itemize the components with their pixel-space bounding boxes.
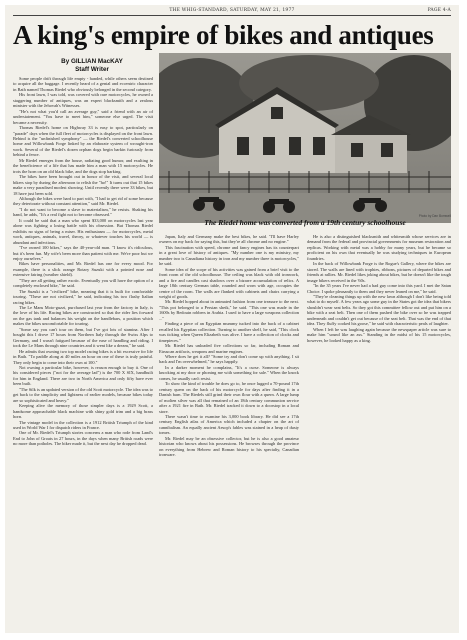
- article-paragraph: In a darker moment he complains, "It's a curse. Someone is always knocking at my door or phoning me with something for sale." When the knock comes, he usually can't resist.: [159, 364, 299, 381]
- article-paragraph: The Suzuki is a "civilized" bike, meaning that it is built for comfortable touring. "These are not civilized," he said, indicating his two flashy Italian racing bikes.: [13, 288, 153, 305]
- byline-role: Staff Writer: [75, 65, 109, 73]
- schoolhouse-photo: [159, 53, 451, 223]
- article-paragraph: "The Silk is an updated version of the old Scott motorcycle. The idea was to get back to the simplicity and lightness of earlier models, because bikes today are so sophisticated and heavy.": [13, 386, 153, 403]
- article-paragraph: "In the 35 years I've never had a bad guy come into this yard. I met the Satan Choice. I spoke pleasantly to them and they never leaned on me," he said.: [307, 283, 451, 294]
- article-paragraph: Bikes have personalities, and Mr. Riedel has one for every mood. For example, there is a slick orange Rotary Suzuki with a pointed nose and extensive fairing (weather shield).: [13, 261, 153, 278]
- article-paragraph: Mr Riedel emerges from the house, radiating good humor, and exulting in the beneficience of a life that has made him a man with 15 motorcycles. He trots the horn on an old black bike, and the dogs stop barking.: [13, 157, 153, 174]
- article-paragraph: "Some say you can't tour on them, but I've got lots of stamina. After I bought this I drove 17 hours from Northern Italy through the Swiss Alps to Germany, and I wasn't fatigued because of the ease of handling and riding. I took the Le Mans through nine countries and it went like a dream," he said.: [13, 326, 153, 349]
- article-paragraph: Japan, Italy and Germany make the best bikes, he said. "I'll have Harley owners on my back for saying this, but they're all chrome and no engine.": [159, 234, 299, 245]
- article-column-1: [13, 76, 153, 626]
- article-paragraph: Some idea of the scope of his activities was gained from a brief visit to the front room of the old schoolhouse. The ceiling was black with old ironwork, and a fire and candles cast shadows over a bizarre accumulation of relics. A large 18th century German table, rounded and worn with age, occupies the centre of the room. The walls are flanked with cabinets and chairs carrying a weight of goods.: [159, 266, 299, 299]
- article-paragraph: This fascination with speed, chrome and fancy engines has its counterpart in a great love of history of antiques. "My number one is my ministry, my number two is Canadiana history in iron and my number three is motorcycles," he said.: [159, 244, 299, 267]
- article-column-3: [307, 234, 451, 626]
- page-number: PAGE 4-A: [427, 8, 451, 13]
- photo-caption: The Riedel home was converted from a 19th century schoolhouse: [204, 218, 406, 227]
- article-paragraph: Mr. Riedel may be an obsessive collector, but he is also a good amateur historian who knows about his possessions. He browses through the province on everything from Hebrew and Roman history to his specialty, Canadian ironware.: [159, 435, 299, 458]
- article-paragraph: Although the bikes were hard to part with, "I had to get rid of some because they deteriorate without constant attention," said Mr. Riedel.: [13, 195, 153, 207]
- article-paragraph: To show the kind of trouble he does go to, he once lugged a 70-pound 17th century quern on the back of his motorcycle for days after finding it in a Danish barn. The Riedels still grind their own flour with a quern. A large lump of molten silver was all that remained of an 18th century communion service after a 1921 fire in Bath. Mr. Riedel tracked it down to a doorstop in a local store.: [159, 381, 299, 414]
- article-paragraph: The bikes have been brought out in honor of the visit, and several local bikers stop by during the afternoon to relish the "ho!" It turns out that 15 bikes make a very paradised modest showing. Until recently there were 33 bikes, but 18 have just been sold.: [13, 174, 153, 196]
- article-paragraph: One of Mr. Riedel's Triumph stories concerns a man who rode from Land's End to John of Groats in 27 hours, in the days when many British roads were no more than potholes. The biker made it, but the next day he dropped dead.: [13, 430, 153, 447]
- article-paragraph: Thomas Riedel's home on Highway 33 is easy to spot, particularly on "parade" days when the full fleet of motorcycles is displayed on the front lawn. Behind is the "unfinished symphony" — the Riedel's converted schoolhouse home and Willowbank Forge linked by an elaborate system of wrought-iron work. Several of the Riedel's dozen orphan dogs begin barkin furiously from behind a fence.: [13, 125, 153, 158]
- article-paragraph: There wasn't time to examine his 3,000 book library. He did see a 17th century English atlas of America which included a chapter on the art of cannibalism. An equally ancient Aesop's fables was stained in a heap of dusty tomes.: [159, 413, 299, 436]
- article-paragraph: The vintage model in the collection is a 1912 British Triumph of the kind used in World War I for dispatch riders in France.: [13, 419, 153, 430]
- masthead-date: THE WHIG-STANDARD, SATURDAY, MAY 21, 1977: [169, 8, 295, 13]
- article-paragraph: Mr. Riedel hopped about in animated fashion from one treasure to the next. "This pot belonged to a Persian sheik," he said. "This one was made in the 1600s by Bedouin robbers in Arabia. I used to have a large weapons collection ...": [159, 299, 299, 321]
- article-paragraph: "They're cleaning things up with the new lawn although I don't like being told what to do myself. A few years ago some guy in the States got the idea that bikers shouldn't wear seat belts. So they got this committee fellow out and put him on a bike with a seat belt. Then one of them pushed the bike over so he was trapped underneath and couldn't get out because of the seat belt. That was the end of that idea. They fluffy cooked his goose," he said with characteristic peals of laughter.: [307, 293, 451, 327]
- headline: A king's empire of bikes and antiques: [13, 20, 434, 50]
- newspaper-page: [5, 5, 459, 633]
- article-paragraph: Finding a piece of an Egyptian mummy tucked into the back of a cabinet recalled his Egyptian collection. Turning to another shelf, he said, "This clock was ticking when Queen Elizabeth was alive. I have a collection of clocks and timepieces.": [159, 321, 299, 343]
- byline: [47, 58, 137, 73]
- article-paragraph: Keeping alive the memory of those simpler days is a 1929 Scott, a handsome approachable black machine with shiny gold trim and a big brass horn.: [13, 403, 153, 420]
- article-paragraph: "I do not want to become a slave to materialism," he resists. Shaking his hand, he adds, "It's a real fight not to become obsessed.": [13, 206, 153, 218]
- article-photo: [159, 53, 451, 223]
- article-paragraph: The Le Mans Moto-guzzi, purchased last year from the factory in Italy, is the love of his life. Racing bikes are constructed so that the rider lies forward on the gas tank and balances his weight on the handlebars, a position which makes the bikes uncomfortable for touring.: [13, 305, 153, 327]
- article-paragraph: Some people drift through life empty - handed, while others seem destined to acquire all the baggage. I recently heard of a genial and eccentric character in Bath named Thomas Riedel who obviously belonged in the second category.: [13, 76, 153, 92]
- article-paragraph: When I left he was laughing again because the newspaper article was sure to make him "sound like an ass." Standing in the midst of his 15 motorcycles, however, he looked happy as a king.: [307, 326, 451, 343]
- article-paragraph: In the back of Willowbank Forge is the Rogue's Gallery, where the bikes are stored. The walls are lined with trophies, ribbons, pictures of departed bikes and friends at rallies. Mr. Riedel likes joking about bikes, but he doesn't like the tough image bikers received in the '60s.: [307, 261, 451, 283]
- article-paragraph: Where does he get it all? "Some try and don't come up with anything. I sit back and I'm overwhelmed," he says happily.: [159, 353, 299, 365]
- article-paragraph: "He's not what you'd call an average guy," said a friend with an air of understatement. "You have to meet him," someone else urged. The visit became a necessity.: [13, 108, 153, 125]
- article-paragraph: "I've owned 100 bikes," says the 40-year-old man. "I know it's ridiculous, but it's been fun. My wife's been more than patient with me. We're poor but we enjoy ourselves.": [13, 245, 153, 261]
- article-paragraph: "They are all getting rather exotic. Eventually you will have the option of a completely enclosed bike," he said.: [13, 277, 153, 289]
- article-paragraph: Mr. Riedel has unloaded five collections so far, including Roman and Etruscan artifacts, weapons and marine engines.: [159, 343, 299, 354]
- photo-credit: Photo by Dan Bomwell: [418, 214, 451, 218]
- article-paragraph: It could be said that a man who spent $33,000 on motorcycles last year alone was fighting a losing battle with his obsession. But Thomas Riedel exhibits no signs of being a miser. His enthusiasm — for motorcycles, metal work, antiques, animals, travel, theory, or whatever touches his world — is abundant and infectious.: [13, 217, 153, 245]
- article-paragraph: He is also a distinguished blacksmith and whitesmith whose services are in demand from the federal and provincial governments for museum restoration and replicas. Working with metal was a hobby for many years, but he became so proficient on his own that eventually he was studying techniques in European foundries.: [307, 234, 451, 261]
- masthead: [13, 8, 451, 16]
- article-paragraph: His front lawn, I was told, was covered with rare motorcycles, he owned a staggering number of antiques, was an expert blacksmith and a zealous minister with the Jehovah's Witnesses.: [13, 92, 153, 109]
- article-paragraph: He admits that owning two top model racing bikes is a bit excessive for life in Bath. "To paddle along at 40 miles an hour on one of these is truly painful. They only begin to come into their own at 100.": [13, 348, 153, 365]
- article-paragraph: Not owning a particular bike, however, is reason enough to buy it. One of his considered pieces ("not for the average lad") is the 700 X SIX, handbuilt for him in England. There are two in North America and only fifty have ever been built.: [13, 365, 153, 387]
- byline-name: By GILLIAN MacKAY: [61, 58, 123, 65]
- article-column-2: [159, 234, 299, 626]
